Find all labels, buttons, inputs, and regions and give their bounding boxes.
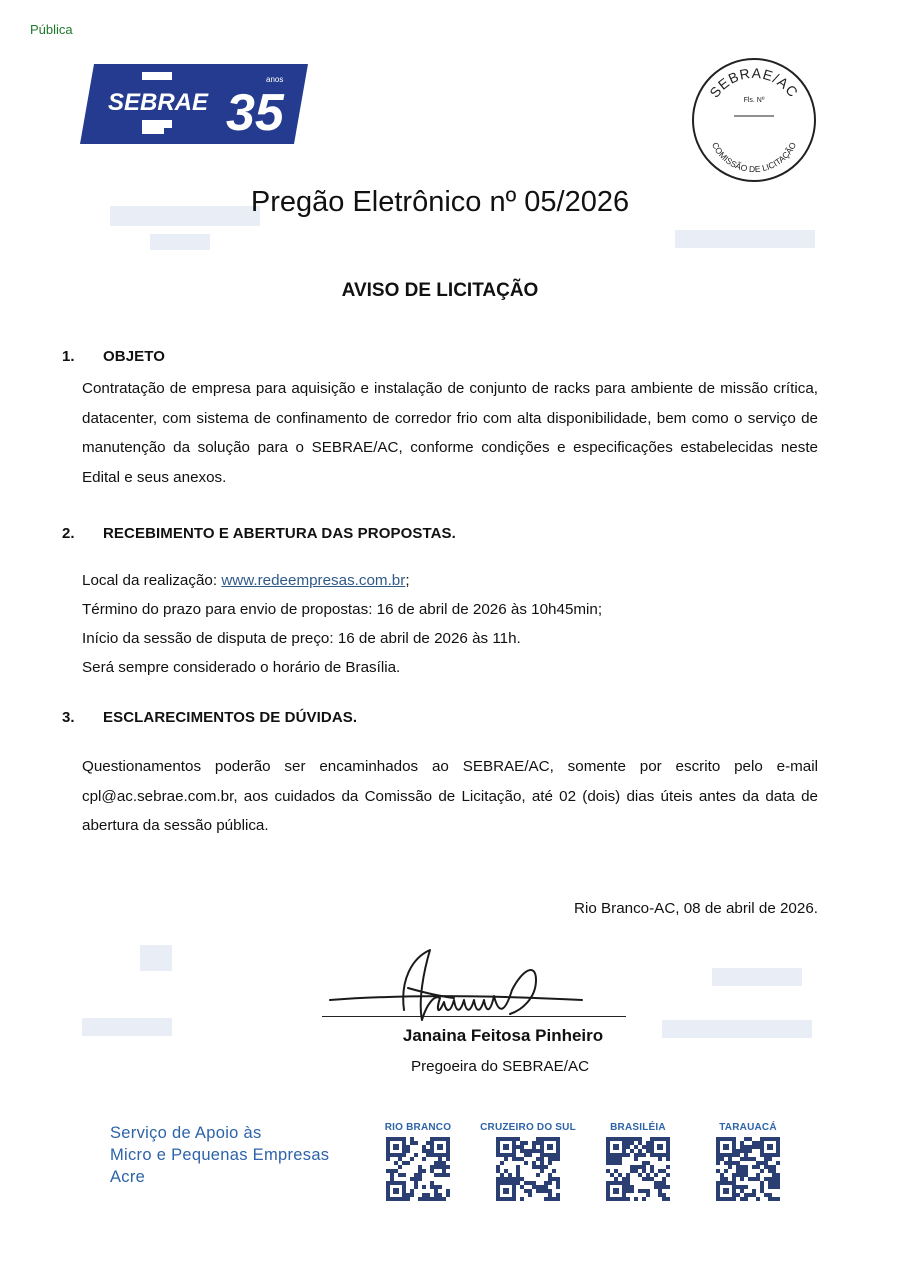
- section-3-number: 3.: [62, 709, 75, 726]
- office-label: BRASILÉIA: [610, 1122, 666, 1133]
- svg-text:COMISSÃO DE LICITAÇÃO: [710, 140, 798, 174]
- section-2-number: 2.: [62, 525, 75, 542]
- stamp-top-text: SEBRAE/AC: [706, 64, 802, 101]
- watermark-bar: [675, 230, 815, 248]
- office-qr-rio-branco[interactable]: [363, 1122, 473, 1201]
- signature-line: [322, 1016, 626, 1017]
- office-qr-brasileia[interactable]: [583, 1122, 693, 1201]
- section-1-number: 1.: [62, 348, 75, 365]
- qr-code-icon: [606, 1137, 670, 1201]
- office-label: CRUZEIRO DO SUL: [480, 1122, 576, 1133]
- office-label: TARAUACÁ: [719, 1122, 777, 1133]
- stamp-bottom-text: COMISSÃO DE LICITAÇÃO: [709, 140, 799, 175]
- proposal-deadline: Término do prazo para envio de propostas: 16 de abril de 2026 às 10h45min;: [82, 601, 603, 618]
- office-label: RIO BRANCO: [384, 1122, 452, 1133]
- document-title: Pregão Eletrônico nº 05/2026: [250, 186, 630, 218]
- footer-org-line: Serviço de Apoio às: [110, 1124, 262, 1142]
- footer-organization: [110, 1122, 329, 1188]
- session-start: Início da sessão de disputa de preço: 16 de abril de 2026 às 11h.: [82, 630, 521, 647]
- stamp-field-label: Fls. Nº: [743, 97, 765, 104]
- logo-anniversary-word: anos: [266, 75, 284, 84]
- section-3-body: Questionamentos poderão ser encaminhados ao SEBRAE/AC, somente por escrito pelo e-mail cpl@ac.sebrae.com.br, aos cuidados da Comissão de Licitação, até 02 (dois) dias úteis antes da data de abertura da sessão pública.: [82, 758, 818, 834]
- location-suffix: ;: [405, 572, 410, 589]
- sebrae-35-logo: [80, 64, 308, 144]
- document-subtitle: AVISO DE LICITAÇÃO: [341, 280, 539, 301]
- timezone-note: Será sempre considerado o horário de Brasília.: [82, 659, 401, 676]
- logo-anniversary-number: 35: [226, 84, 284, 142]
- classification-label: Pública: [30, 22, 73, 37]
- qr-code-icon: [716, 1137, 780, 1201]
- section-1-body: Contratação de empresa para aquisição e instalação de conjunto de racks para ambiente de missão crítica, datacenter, com sistema de confinamento de corredor frio com alta disponibilidade, bem como o serviço de manutenção da solução para o SEBRAE/AC, conforme condições e especificações estabelecidas neste Edital e seus anexos.: [82, 380, 818, 486]
- watermark-bar: [140, 945, 172, 971]
- section-1-title: OBJETO: [103, 348, 166, 365]
- qr-code-icon: [386, 1137, 450, 1201]
- signer-role: Pregoeira do SEBRAE/AC: [410, 1058, 590, 1075]
- location-link[interactable]: www.redeempresas.com.br: [221, 572, 406, 589]
- section-2-title: RECEBIMENTO E ABERTURA DAS PROPOSTAS.: [103, 525, 456, 542]
- logo-brand-text: SEBRAE: [108, 89, 209, 116]
- section-3-title: ESCLARECIMENTOS DE DÚVIDAS.: [103, 709, 358, 726]
- footer-org-line: Micro e Pequenas Empresas: [110, 1146, 330, 1164]
- qr-code-icon: [496, 1137, 560, 1201]
- place-date: Rio Branco-AC, 08 de abril de 2026.: [574, 900, 818, 917]
- watermark-bar: [712, 968, 802, 986]
- office-qr-cruzeiro-do-sul[interactable]: [473, 1122, 583, 1201]
- commission-stamp: [690, 56, 818, 184]
- footer-org-line: Acre: [110, 1168, 146, 1186]
- watermark-bar: [150, 234, 210, 250]
- office-qr-tarauaca[interactable]: [693, 1122, 803, 1201]
- location-line: [82, 572, 410, 589]
- signer-name: Janaina Feitosa Pinheiro: [402, 1026, 604, 1045]
- location-label: Local da realização:: [82, 572, 222, 589]
